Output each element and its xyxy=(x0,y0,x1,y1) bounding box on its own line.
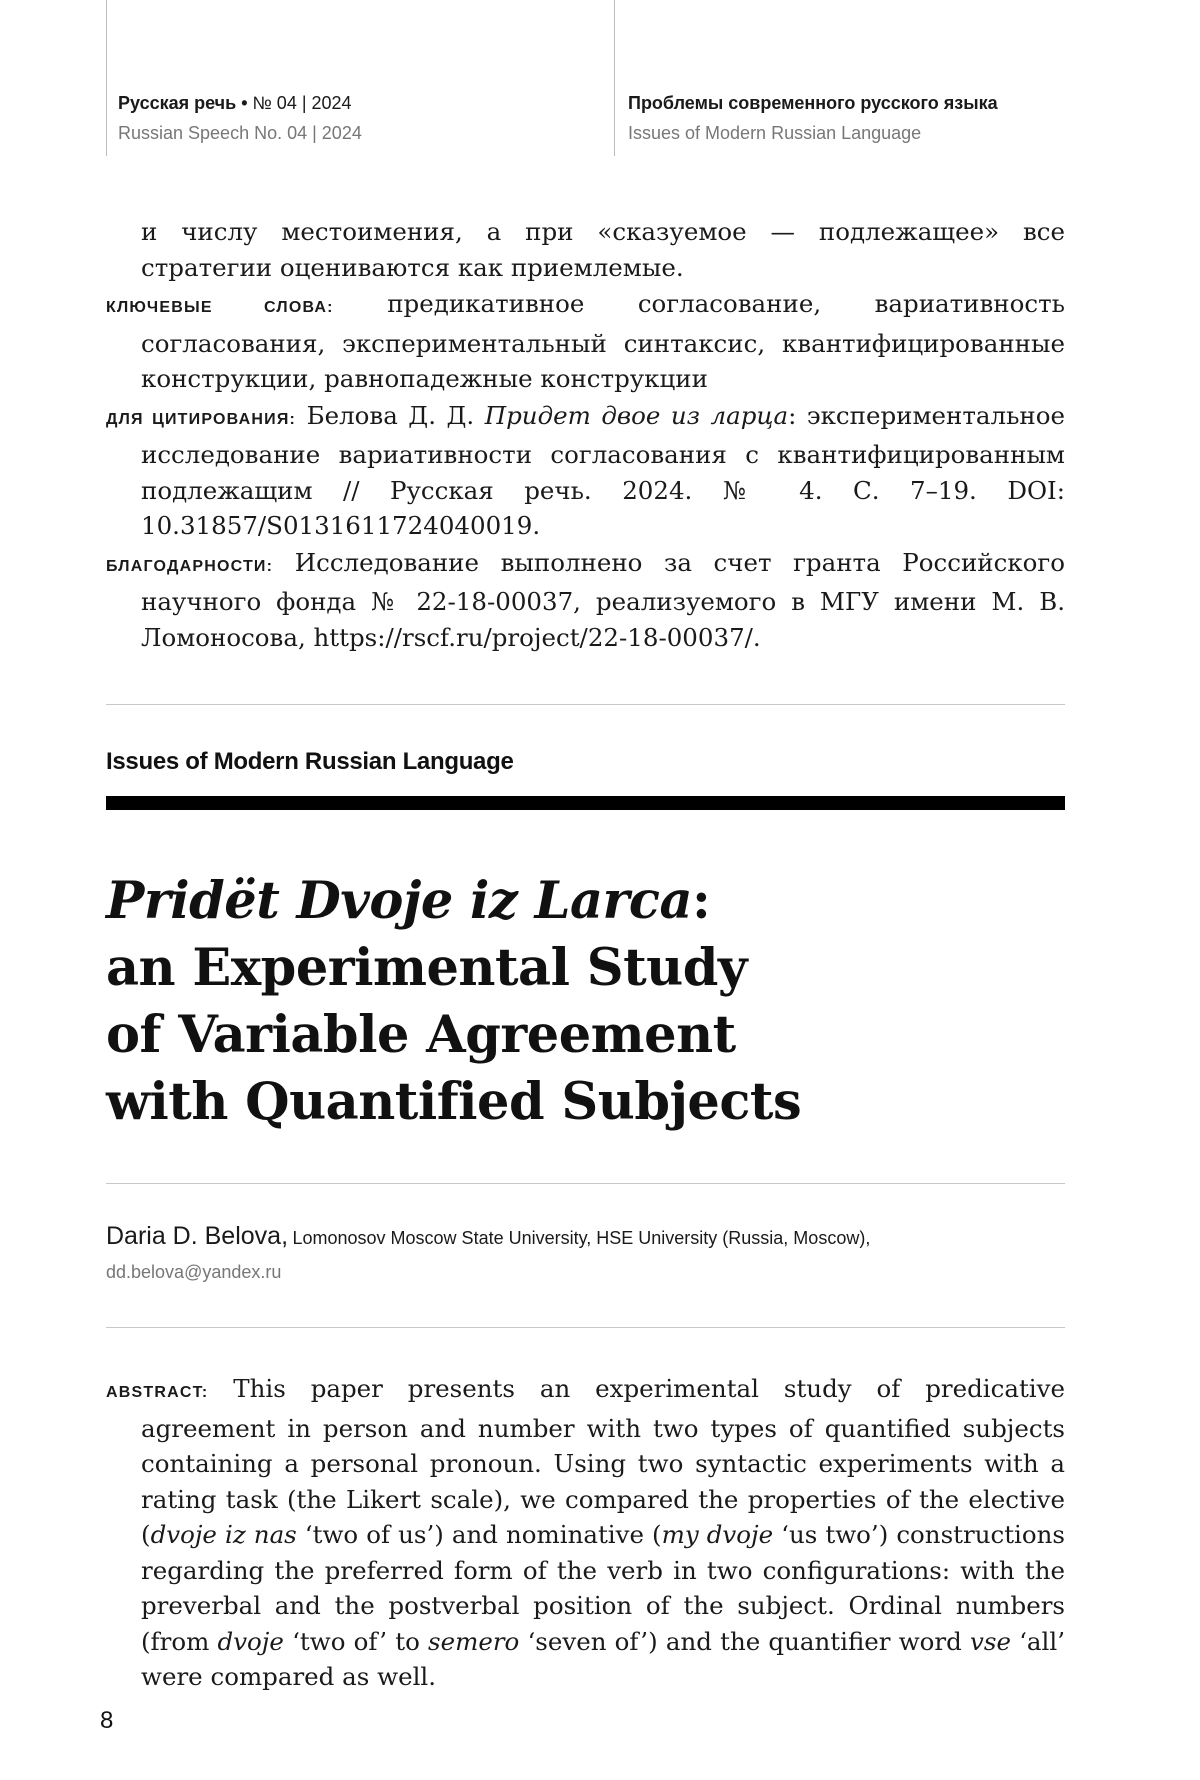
divider xyxy=(106,1183,1065,1184)
page-number: 8 xyxy=(100,1707,114,1734)
section-title-ru: Проблемы современного русского языка xyxy=(628,93,998,113)
citation-ru: ДЛЯ ЦИТИРОВАНИЯ: Белова Д. Д. Придет двое из ларца: экспериментальное исследование вариативности согласования с квантифицированным подлежащим // Русская речь. 2024. № 4. С. 7–19. DOI: 10.31857/S0131611724040019. xyxy=(106,400,1065,540)
journal-title-ru: Русская речь • № 04 | 2024 xyxy=(118,93,352,113)
section-bar xyxy=(106,796,1065,810)
paper-title xyxy=(106,868,1065,1136)
title-line-1: Pridёt Dvoje iz Larca: xyxy=(106,871,711,931)
title-line-2: an Experimental Study xyxy=(106,938,747,998)
running-header-left xyxy=(118,88,362,148)
section-title-en: Issues of Modern Russian Language xyxy=(628,123,922,143)
title-line-3: of Variable Agreement xyxy=(106,1005,736,1065)
journal-title-en: Russian Speech No. 04 | 2024 xyxy=(118,123,362,143)
title-line-4: with Quantified Subjects xyxy=(106,1072,802,1132)
russian-metadata xyxy=(106,214,1065,656)
abstract-ru-tail: и числу местоимения, а при «сказуемое — подлежащее» все стратегии оцениваются как приемлемые. xyxy=(141,217,1065,282)
author-line xyxy=(106,1222,870,1251)
acknowledgements-ru: БЛАГОДАРНОСТИ: Исследование выполнено за счет гранта Российского научного фонда № 22-18-00037, реализуемого в МГУ имени М. В. Ломоносова, https://rscf.ru/project/22-18-00037/. xyxy=(106,547,1065,652)
header-divider-left xyxy=(106,0,107,156)
header-divider-right xyxy=(614,0,615,156)
divider xyxy=(106,1327,1065,1328)
author-email: dd.belova@yandex.ru xyxy=(106,1262,282,1282)
author-name: Daria D. Belova, xyxy=(106,1222,289,1250)
abstract-en: ABSTRACT: This paper presents an experimental study of predicative agreement in person and number with two types of quantified subjects containing a personal pronoun. Using two syntactic experiments with a rating task (the Likert scale), we compared the properties of the elective (dvoje iz nas ‘two of us’) and nominative (my dvoje ‘us two’) constructions regarding the preferred form of the verb in two configurations: with the preverbal and the postverbal position of the subject. Ordinal numbers (from dvoje ‘two of’ to semero ‘seven of’) and the quantifier word vse ‘all’ were compared as well. xyxy=(106,1374,1066,1691)
section-label: Issues of Modern Russian Language xyxy=(106,748,514,775)
divider xyxy=(106,704,1065,705)
english-abstract xyxy=(106,1371,1065,1696)
running-header-right xyxy=(628,88,998,148)
keywords-ru: КЛЮЧЕВЫЕ СЛОВА: предикативное согласование, вариативность согласования, экспериментальный синтаксис, квантифицированные конструкции, равнопадежные конструкции xyxy=(106,289,1065,393)
author-affiliation: Lomonosov Moscow State University, HSE University (Russia, Moscow), xyxy=(292,1228,871,1248)
